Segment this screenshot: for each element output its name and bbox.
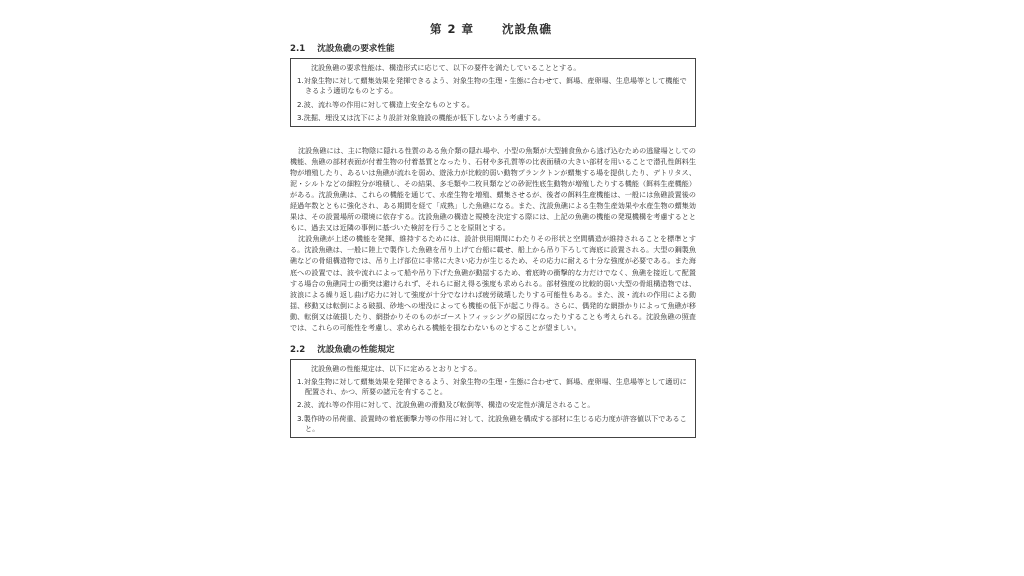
section-title: 沈設魚礁の性能規定	[317, 344, 395, 355]
paragraph: 沈設魚礁には、主に物陰に隠れる性質のある魚介類の隠れ場や、小型の魚類が大型捕食魚から逃げ込むための逃避場としての機能、魚礁の部材表面が付着生物の付着基質となったり、石材や多孔質等の比表面積の大きい部材を用いることで潜孔性餌料生物が増殖したり、あるいは魚礁が流れを弱め、遊泳力が比較的弱い動物プランクトンが蝟集する場を提供したり、デトリタス、泥・シルトなどの細粒分が堆積し、その結果、多毛類や二枚貝類などの砂泥性底生動物が増殖したりする機能（餌料生産機能）がある。沈設魚礁は、これらの機能を通じて、水産生物を増殖、蝟集させるが、後者の餌料生産機能は、一般には魚礁設置後の経過年数とともに強化され、ある期間を経て「成熟」した魚礁になる。また、沈設魚礁による生物生産効果や水産生物の蝟集効果は、その設置場所の環境に依存する。沈設魚礁の構造と規模を決定する際には、上記の魚礁の機能の発現機構を考慮するとともに、過去又は近隣の事例に基づいた検討を行うことを原則とする。	[290, 146, 696, 233]
body-text	[290, 145, 696, 333]
section-number: 2.1	[290, 44, 306, 54]
section-heading-2-2	[290, 345, 696, 356]
box-item: 1.対象生物に対して蝟集効果を発揮できるよう、対象生物の生理・生態に合わせて、餌場、産卵場、生息場等として機能できるよう適切なものとする。	[297, 76, 687, 96]
paragraph: 沈設魚礁が上述の機能を発揮、維持するためには、設計供用期間にわたりその形状と空間構造が維持されることを標準とする。沈設魚礁は、一般に陸上で製作した魚礁を吊り上げて台船に載せ、船上から吊り下ろして海底に設置される。大型の鋼製魚礁などの骨組構造物では、吊り上げ部位に非常に大きい応力が生じるため、その応力に耐える十分な強度が必要である。また海底への設置では、波や流れによって船や吊り下げた魚礁が動揺するため、着底時の衝撃的な力だけでなく、魚礁を接近して配置する場合の魚礁同士の衝突は避けられず、それらに耐え得る強度も求められる。部材強度の比較的弱い大型の骨組構造物では、波浪による繰り返し曲げ応力に対して強度が十分でなければ疲労破壊したりする可能性もある。また、波・流れの作用による動揺、移動又は転倒による破損、砂地への埋没によっても機能の低下が起こり得る。さらに、偶発的な網掛かりによって魚礁が移動、転倒又は破損したり、網掛かりそのものがゴーストフィッシングの原因になったりすることも考えられる。沈設魚礁の照査では、これらの可能性を考慮し、求められる機能を損なわないものとすることが望ましい。	[290, 234, 696, 332]
chapter-title: 沈設魚礁	[502, 22, 552, 36]
box-intro: 沈設魚礁の要求性能は、構造形式に応じて、以下の要件を満たしていることとする。	[311, 63, 581, 72]
chapter-heading	[286, 22, 696, 36]
requirements-box	[290, 58, 696, 127]
box-item: 2.波、流れ等の作用に対して構造上安全なものとする。	[297, 99, 475, 109]
box-item: 2.波、流れ等の作用に対して、沈設魚礁の滑動及び転倒等、構造の安定性が満足されること。	[297, 400, 595, 410]
performance-box	[290, 359, 696, 438]
section-number: 2.2	[290, 344, 306, 355]
chapter-number: 第 2 章	[429, 22, 474, 36]
document-page	[286, 18, 696, 570]
box-item: 3.製作時の吊荷重、設置時の着底衝撃力等の作用に対して、沈設魚礁を構成する部材に生じる応力度が許容値以下であること。	[297, 413, 687, 433]
box-item: 1.対象生物に対して蝟集効果を発揮できるよう、対象生物の生理・生態に合わせて、餌場、産卵場、生息場等として適切に配置され、かつ、所要の諸元を有すること。	[297, 377, 687, 397]
section-title: 沈設魚礁の要求性能	[317, 44, 395, 54]
box-intro: 沈設魚礁の性能規定は、以下に定めるとおりとする。	[311, 363, 482, 373]
section-heading-2-1	[290, 44, 696, 55]
box-item: 3.洗掘、埋没又は沈下により設計対象施設の機能が低下しないよう考慮する。	[297, 112, 545, 122]
